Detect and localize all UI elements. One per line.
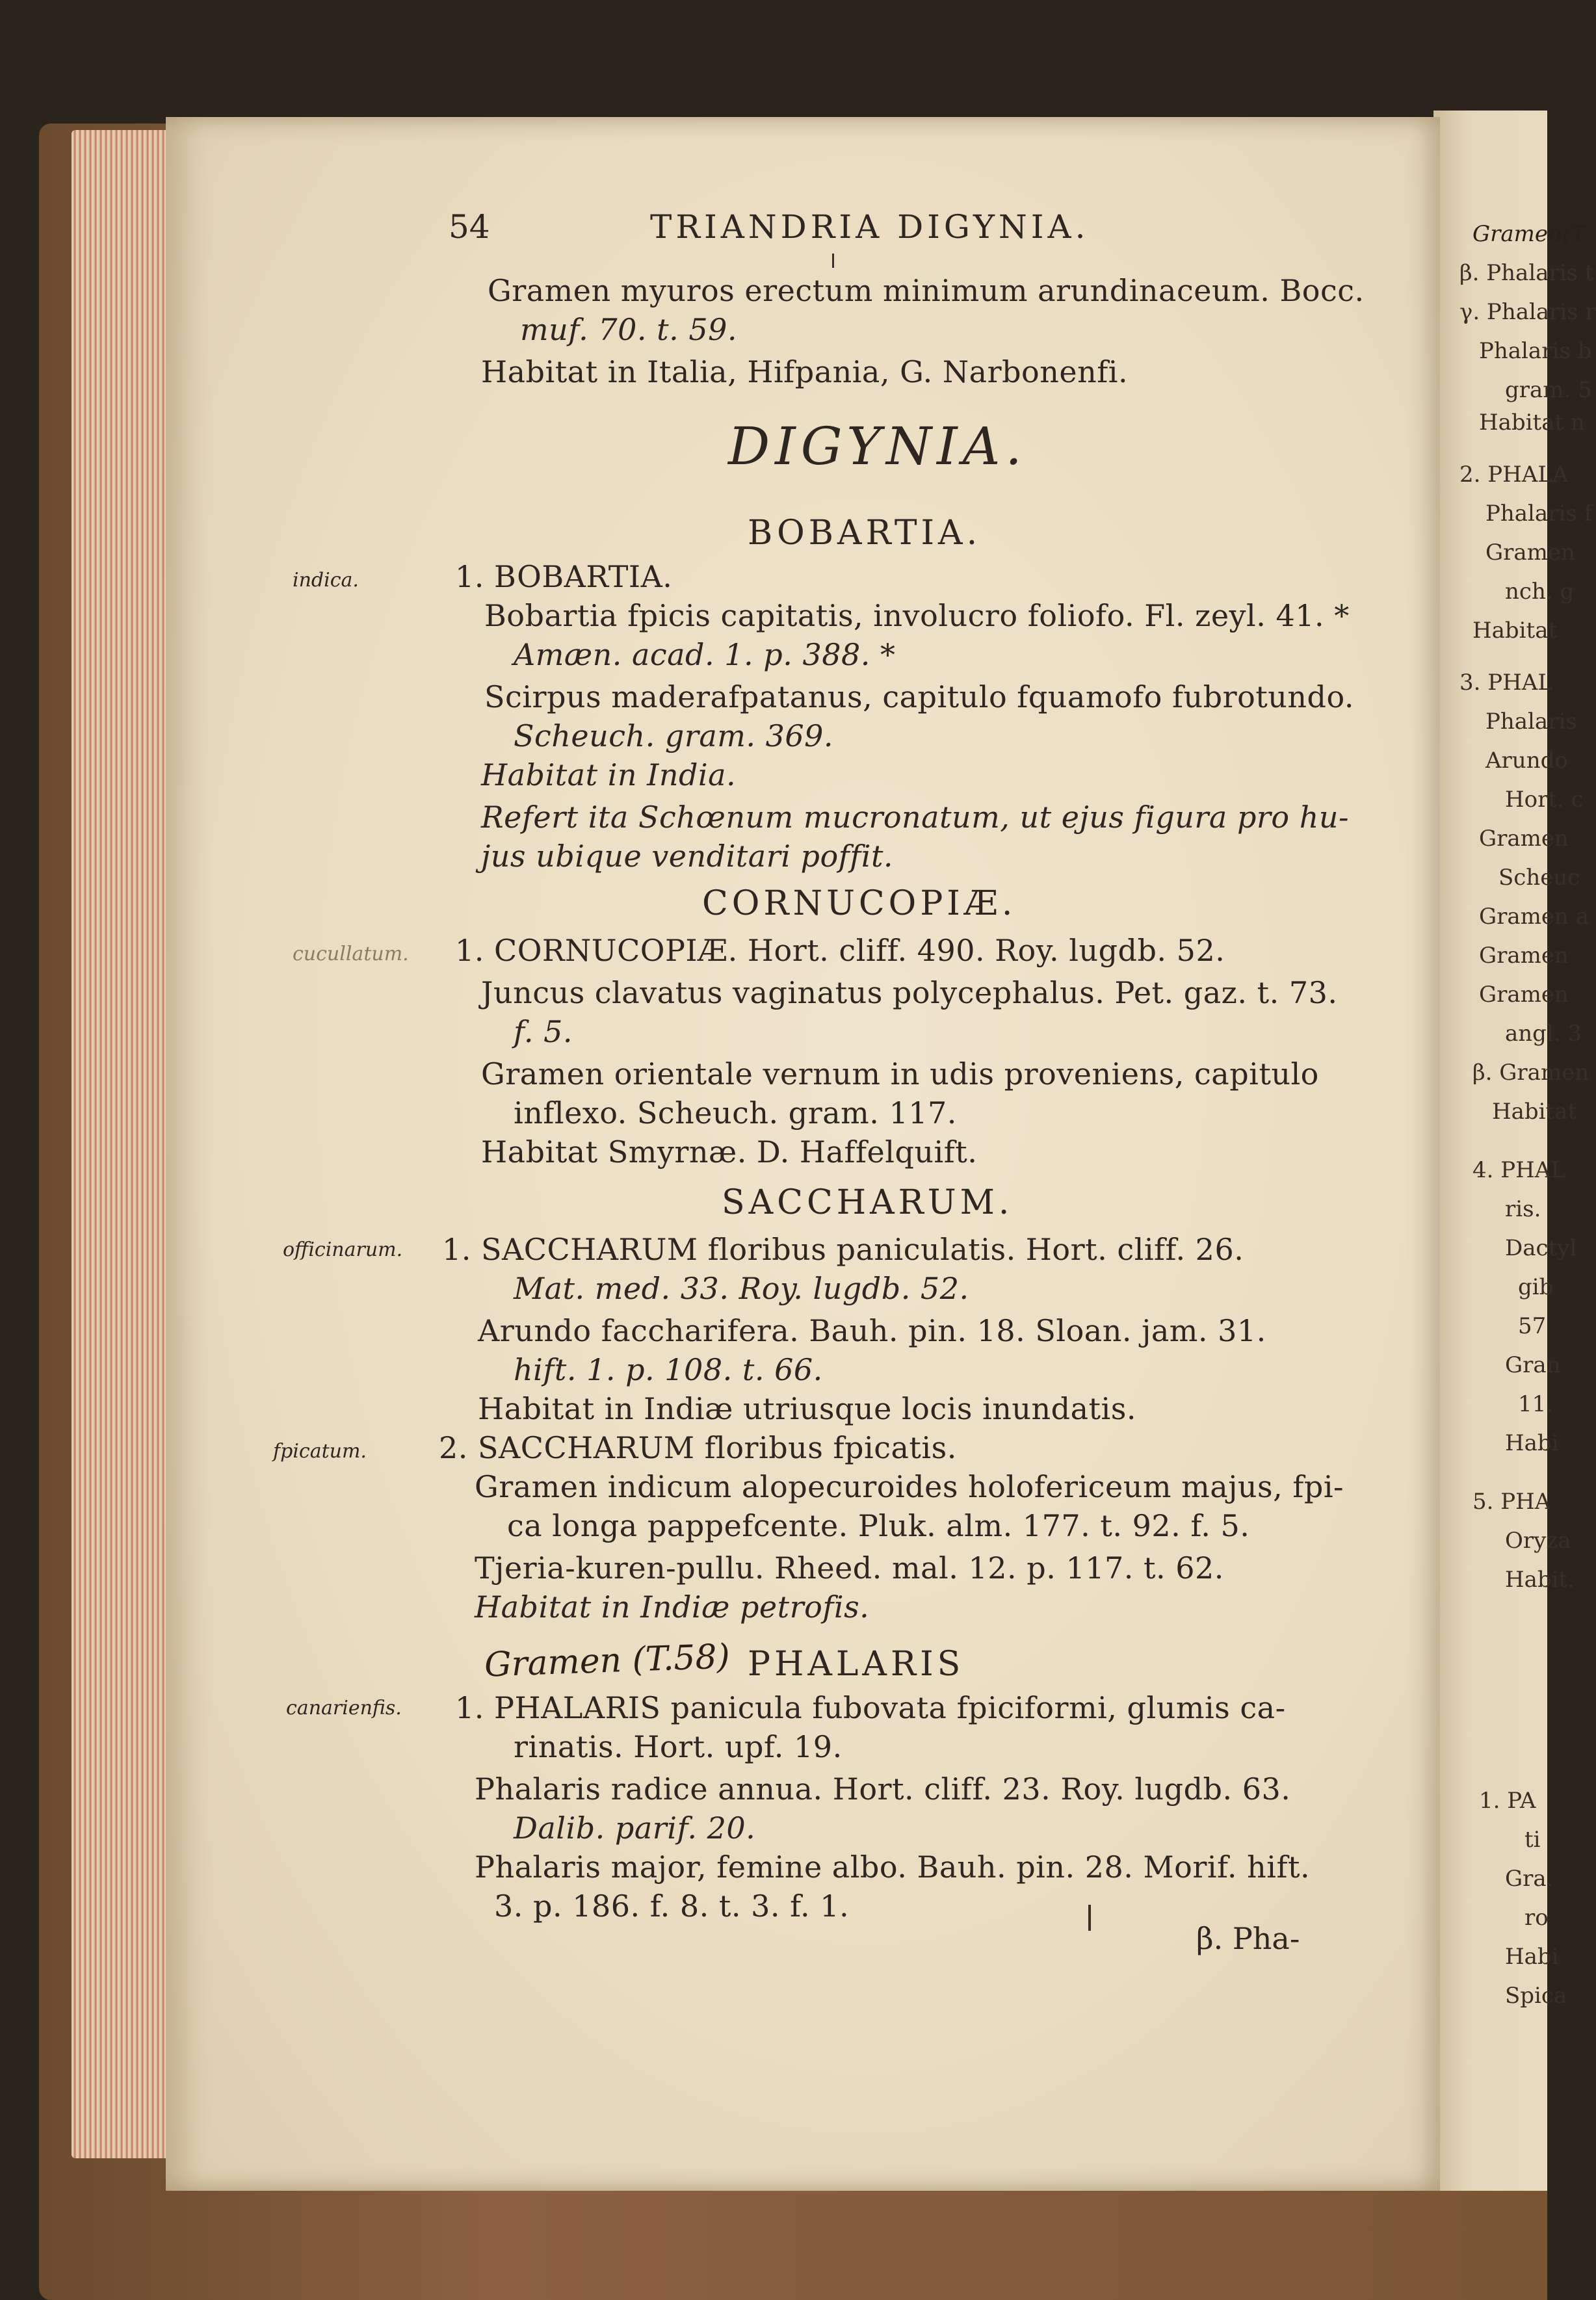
genus-heading-cornucopiae: CORNUCOPIÆ.	[702, 884, 1017, 923]
right-fragment: Phalaris f	[1485, 501, 1593, 527]
right-fragment: 1. PA	[1479, 1788, 1536, 1814]
entry-line: hift. 1. p. 108. t. 66.	[514, 1352, 823, 1387]
right-fragment: Habi	[1505, 1430, 1559, 1456]
right-fragment: Dactyl	[1505, 1235, 1577, 1261]
right-fragment: β. Gramen	[1472, 1060, 1589, 1086]
section-title: DIGYNIA.	[728, 416, 1027, 477]
genus-heading-phalaris: PHALARIS	[748, 1645, 965, 1684]
right-fragment: angl. 3	[1505, 1021, 1582, 1047]
entry-line: jus ubique venditari poffit.	[481, 839, 894, 874]
entry-line: Dalib. parif. 20.	[514, 1810, 756, 1846]
right-fragment: ti	[1524, 1827, 1541, 1853]
entry-line: Scirpus maderafpatanus, capitulo fquamofo fubrotundo.	[484, 679, 1354, 714]
page-edges	[72, 130, 176, 2158]
entry-line: 1. BOBARTIA.	[455, 559, 673, 594]
right-fragment: ro	[1524, 1905, 1549, 1931]
right-fragment: Spica	[1505, 1983, 1567, 2009]
right-fragment: Gramen	[1485, 540, 1575, 566]
entry-line: Amæn. acad. 1. p. 388. *	[514, 637, 896, 672]
right-fragment: Gramen(T.	[1472, 221, 1589, 247]
right-fragment: Habit.	[1505, 1567, 1575, 1593]
entry-line: Bobartia fpicis capitatis, involucro foliofo. Fl. zeyl. 41. *	[484, 598, 1350, 633]
right-fragment: 2. PHALA	[1459, 462, 1569, 488]
right-fragment: 5. PHA	[1472, 1489, 1551, 1515]
right-fragment: Gra.	[1505, 1866, 1554, 1892]
entry-line: 2. SACCHARUM floribus fpicatis.	[439, 1430, 957, 1465]
margin-label-canariensis: canarienfis.	[286, 1697, 402, 1719]
entry-line: 1. SACCHARUM floribus paniculatis. Hort. cliff. 26.	[442, 1232, 1244, 1267]
intro-line: Habitat in Italia, Hifpania, G. Narbonenfi.	[481, 354, 1129, 389]
entry-line: Mat. med. 33. Roy. lugdb. 52.	[514, 1271, 969, 1306]
right-fragment: Gramen	[1479, 982, 1569, 1008]
right-fragment: gram. 5	[1505, 377, 1592, 403]
entry-line: Phalaris radice annua. Hort. cliff. 23. Roy. lugdb. 63.	[475, 1771, 1291, 1807]
handwritten-annotation: Gramen (T.58)	[484, 1637, 731, 1685]
right-fragment: Habitat	[1492, 1099, 1577, 1125]
entry-line: 3. p. 186. f. 8. t. 3. f. 1.	[494, 1888, 850, 1924]
right-fragment: nch. g	[1505, 579, 1575, 605]
right-fragment: Oryza	[1505, 1528, 1571, 1554]
right-fragment: Phalaris	[1485, 709, 1577, 735]
margin-label-spicatum: fpicatum.	[273, 1440, 367, 1463]
entry-line: Gramen orientale vernum in udis proveniens, capitulo	[481, 1056, 1319, 1091]
right-fragment: Hort. c	[1505, 787, 1584, 813]
right-fragment: Gran	[1505, 1352, 1561, 1378]
entry-line: Habitat in India.	[481, 757, 737, 792]
right-page-edge	[1433, 111, 1596, 2191]
intro-line: muf. 70. t. 59.	[520, 312, 738, 347]
margin-label-cucullatum: cucullatum.	[293, 943, 409, 965]
right-fragment: β. Phalaris t	[1459, 260, 1594, 286]
entry-line: f. 5.	[514, 1014, 573, 1049]
right-fragment: ris.	[1505, 1196, 1541, 1222]
margin-label-indica: indica.	[293, 569, 359, 592]
entry-line: Phalaris major, femine albo. Bauh. pin. 28. Morif. hift.	[475, 1849, 1311, 1885]
margin-label-officinarum: officinarum.	[283, 1238, 403, 1261]
entry-line: Habitat in Indiæ petrofis.	[475, 1589, 870, 1625]
right-fragment: Habi	[1505, 1944, 1559, 1970]
entry-line: Gramen indicum alopecuroides holofericeum majus, fpi-	[475, 1469, 1344, 1504]
entry-line: Refert ita Schœnum mucronatum, ut ejus figura pro hu-	[481, 800, 1350, 835]
entry-line: 1. CORNUCOPIÆ. Hort. cliff. 490. Roy. lugdb. 52.	[455, 933, 1225, 968]
genus-heading-saccharum: SACCHARUM.	[722, 1183, 1014, 1222]
running-head: TRIANDRIA DIGYNIA.	[650, 208, 1090, 246]
right-fragment: 3. PHAL	[1459, 670, 1552, 696]
ink-mark	[832, 254, 834, 268]
right-fragment: 4. PHAL	[1472, 1157, 1565, 1183]
right-fragment: Habitat n	[1479, 410, 1585, 436]
entry-line: ca longa pappefcente. Pluk. alm. 177. t. 92. f. 5.	[507, 1508, 1250, 1543]
entry-line: inflexo. Scheuch. gram. 117.	[514, 1095, 957, 1130]
right-fragment: Scheuc	[1498, 865, 1580, 891]
entry-line: Habitat in Indiæ utriusque locis inundatis.	[478, 1391, 1136, 1426]
entry-line: Scheuch. gram. 369.	[514, 718, 834, 753]
ink-mark	[1088, 1905, 1091, 1931]
right-fragment: Arundo	[1485, 748, 1568, 774]
right-fragment: Gramen a	[1479, 904, 1589, 930]
entry-line: Habitat Smyrnæ. D. Haffelquift.	[481, 1134, 978, 1170]
right-fragment: Gramen	[1479, 826, 1569, 852]
right-fragment: Phalaris b	[1479, 338, 1592, 364]
entry-line: Juncus clavatus vaginatus polycephalus. Pet. gaz. t. 73.	[481, 975, 1338, 1010]
entry-line: rinatis. Hort. upf. 19.	[514, 1729, 843, 1764]
page-number: 54	[449, 208, 490, 246]
right-fragment: 57	[1518, 1313, 1547, 1339]
genus-heading-bobartia: BOBARTIA.	[748, 514, 982, 553]
right-fragment: γ. Phalaris r	[1459, 299, 1596, 325]
intro-line: Gramen myuros erectum minimum arundinaceum. Bocc.	[488, 273, 1365, 308]
right-fragment: 11.	[1518, 1391, 1554, 1417]
entry-line: Arundo faccharifera. Bauh. pin. 18. Sloan. jam. 31.	[478, 1313, 1266, 1348]
right-fragment: Gramen	[1479, 943, 1569, 969]
catchword: β. Pha-	[1196, 1921, 1300, 1956]
right-fragment: Habitat	[1472, 618, 1558, 644]
entry-line: Tjeria-kuren-pullu. Rheed. mal. 12. p. 117. t. 62.	[475, 1550, 1224, 1586]
entry-line: 1. PHALARIS panicula fubovata fpiciformi, glumis ca-	[455, 1690, 1286, 1725]
right-fragment: gib	[1518, 1274, 1554, 1300]
